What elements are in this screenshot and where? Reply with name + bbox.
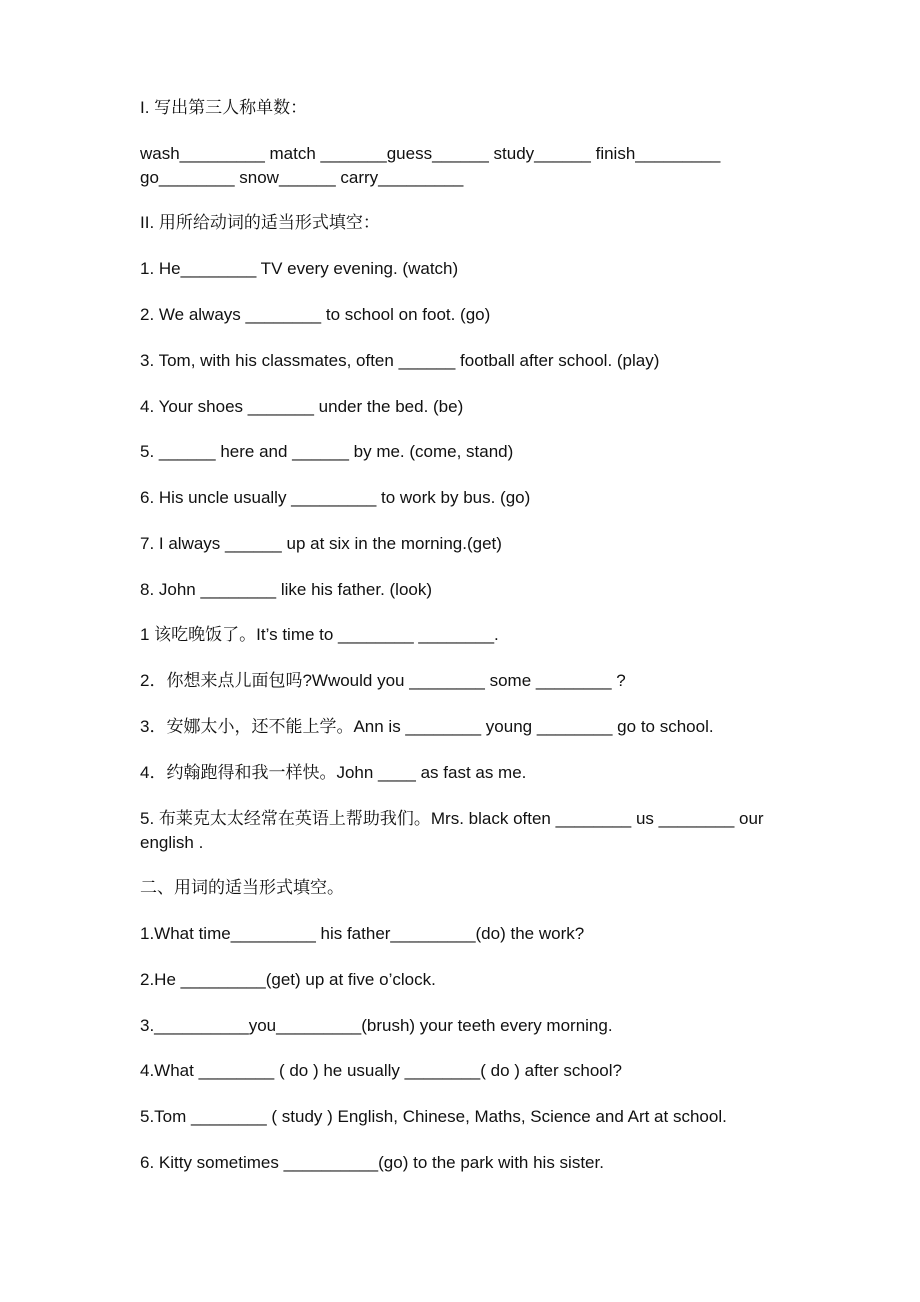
translation-item-5: 5. 布莱克太太经常在英语上帮助我们。Mrs. black often ________ us ________ our english .	[140, 809, 764, 852]
section-3-item-2: 2.He _________(get) up at five o’clock.	[140, 970, 436, 989]
section-3-item-3: 3.__________you_________(brush) your teeth every morning.	[140, 1016, 613, 1035]
section-3-item-1: 1.What time_________ his father_________(do) the work?	[140, 924, 585, 943]
section-3-item-6: 6. Kitty sometimes __________(go) to the park with his sister.	[140, 1153, 604, 1172]
translation-item-1: 1 该吃晚饭了。It’s time to ________ ________.	[140, 625, 499, 644]
section-2-item-8: 8. John ________ like his father. (look)	[140, 580, 433, 599]
section-2-item-1: 1. He________ TV every evening. (watch)	[140, 259, 459, 278]
translation-item-3: 3．安娜太小，还不能上学。Ann is ________ young ________ go to school.	[140, 717, 714, 736]
section-1-line-2: go________ snow______ carry_________	[140, 168, 464, 187]
section-2-item-5: 5. ______ here and ______ by me. (come, stand)	[140, 442, 514, 461]
section-1-heading: I. 写出第三人称单数：	[140, 98, 308, 117]
section-2-heading: II. 用所给动词的适当形式填空：	[140, 213, 380, 232]
section-2-item-3: 3. Tom, with his classmates, often ______ football after school. (play)	[140, 351, 660, 370]
section-2-item-2: 2. We always ________ to school on foot. (go)	[140, 305, 491, 324]
section-3-item-5: 5.Tom ________ ( study ) English, Chinese, Maths, Science and Art at school.	[140, 1107, 727, 1126]
section-3-heading: 二、用词的适当形式填空。	[140, 878, 344, 897]
section-1-line-1: wash_________ match _______guess______ study______ finish_________	[140, 144, 721, 163]
section-2-item-6: 6. His uncle usually _________ to work by bus. (go)	[140, 488, 531, 507]
section-2-item-4: 4. Your shoes _______ under the bed. (be)	[140, 397, 464, 416]
section-3-item-4: 4.What ________ ( do ) he usually ________( do ) after school?	[140, 1061, 622, 1080]
translation-item-2: 2．你想来点儿面包吗?Wwould you ________ some ________ ?	[140, 671, 626, 690]
section-2-item-7: 7. I always ______ up at six in the morning.(get)	[140, 534, 502, 553]
translation-item-4: 4．约翰跑得和我一样快。John ____ as fast as me.	[140, 763, 527, 782]
